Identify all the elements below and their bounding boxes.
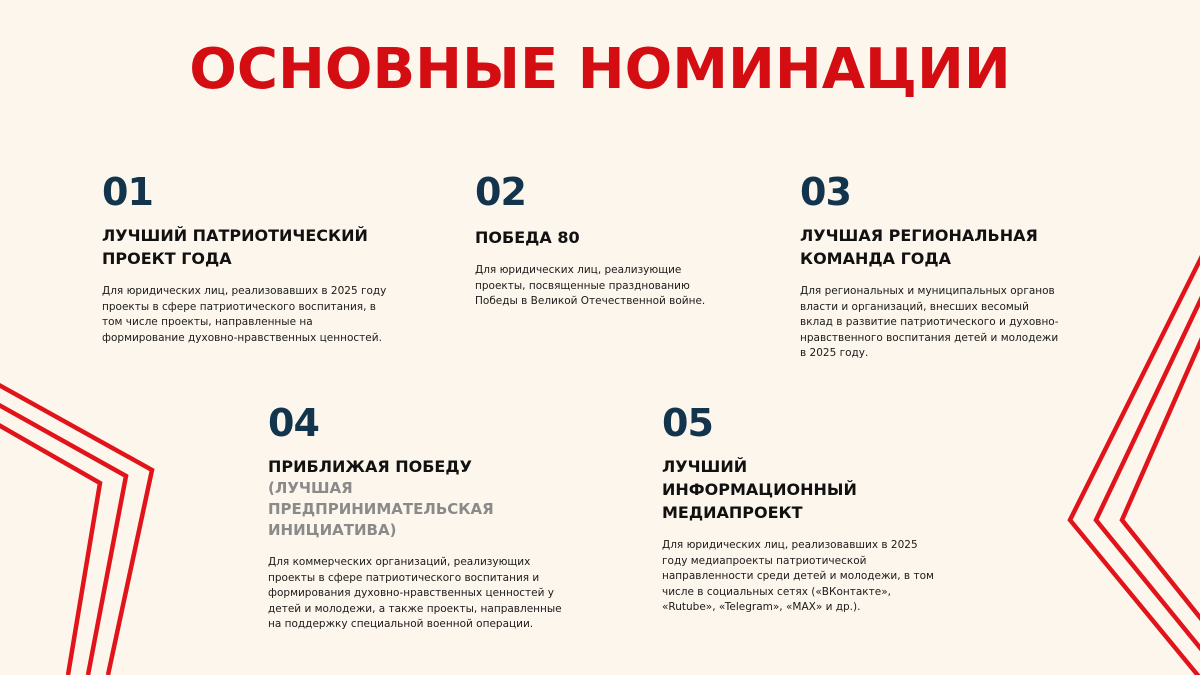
nomination-description: Для юридических лиц, реализующие проекты, посвященные празднованию Победы в Великой Отечественной войне. [475, 264, 706, 307]
nomination-title: ЛУЧШИЙ ИНФОРМАЦИОННЫЙ МЕДИАПРОЕКТ [662, 457, 857, 522]
nomination-number: 04 [268, 401, 319, 445]
page-title: ОСНОВНЫЕ НОМИНАЦИИ [189, 37, 1011, 102]
nomination-number: 05 [662, 401, 713, 445]
nomination-title: ЛУЧШАЯ РЕГИОНАЛЬНАЯ КОМАНДА ГОДА [800, 226, 1038, 268]
nomination-title: ПРИБЛИЖАЯ ПОБЕДУ [268, 457, 472, 476]
nomination-title: ЛУЧШИЙ ПАТРИОТИЧЕСКИЙ ПРОЕКТ ГОДА [102, 226, 368, 268]
nomination-description: Для региональных и муниципальных органов власти и организаций, внесших весомый вклад в развитие патриотического и духовно-нравственного воспитания детей и молодежи в 2025 году. [800, 285, 1059, 359]
right-stripe-2 [1096, 280, 1200, 660]
left-stripe-2 [0, 400, 126, 675]
nomination-card-05 [662, 403, 937, 616]
nomination-number: 02 [475, 170, 526, 214]
nomination-number: 01 [102, 170, 153, 214]
right-stripe-1 [1070, 240, 1200, 675]
nomination-card-03 [800, 172, 1060, 362]
left-stripe-3 [0, 420, 100, 675]
nomination-card-01 [102, 172, 392, 346]
nomination-title: ПОБЕДА 80 [475, 228, 580, 247]
right-stripe-3 [1122, 320, 1200, 630]
nomination-description: Для коммерческих организаций, реализующих проекты в сфере патриотического воспитания и формирования духовно-нравственных ценностей у детей и молодежи, а также проекты, направленные на поддержку специальной военной операции. [268, 556, 562, 630]
nomination-description: Для юридических лиц, реализовавших в 2025 году медиапроекты патриотической направленности среди детей и молодежи, в том числе в социальных сетях («ВКонтакте», «Rutube», «Telegram», «MAX» и др.). [662, 539, 934, 613]
nomination-card-04 [268, 403, 578, 633]
nomination-card-02 [475, 172, 715, 310]
left-stripe-1 [0, 380, 152, 675]
nomination-number: 03 [800, 170, 851, 214]
nomination-description: Для юридических лиц, реализовавших в 2025 году проекты в сфере патриотического воспитания, в том числе проекты, направленные на формирование духовно-нравственных ценностей. [102, 285, 387, 344]
nomination-subtitle: (ЛУЧШАЯ ПРЕДПРИНИМАТЕЛЬСКАЯ ИНИЦИАТИВА) [268, 479, 494, 539]
